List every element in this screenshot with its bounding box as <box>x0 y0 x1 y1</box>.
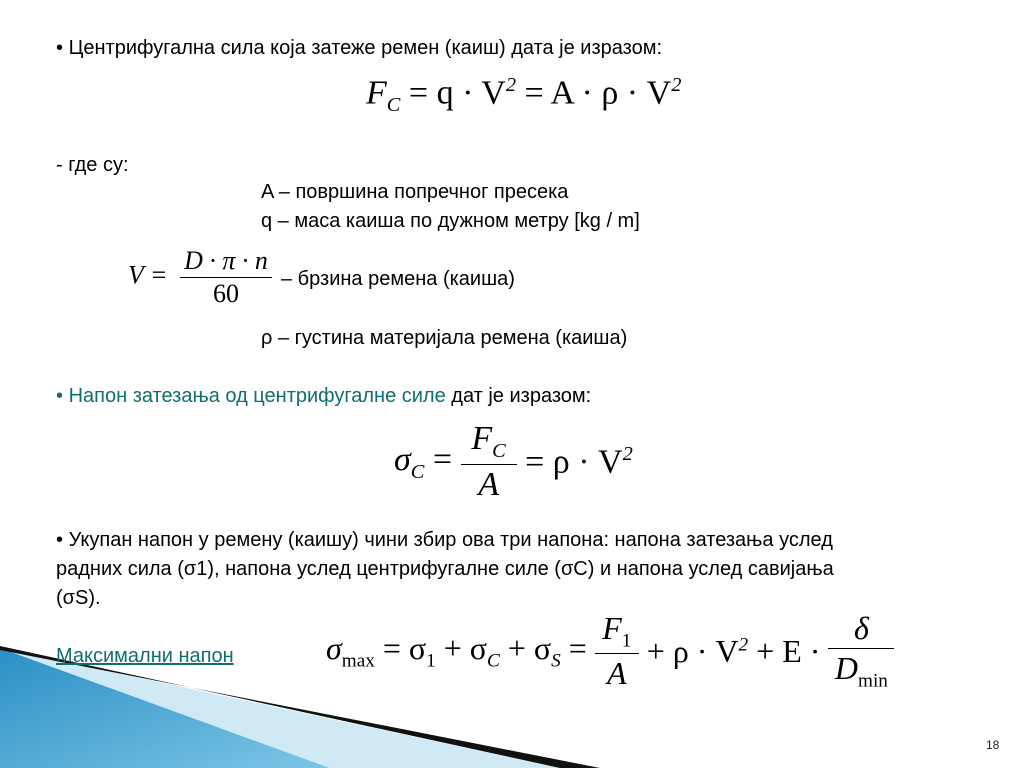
bullet-line-centrifugal-force <box>56 36 662 60</box>
definition-rho: ρ – густина материјала ремена (каиша) <box>261 327 628 349</box>
text-total-stress-3: (σS). <box>56 587 101 609</box>
bullet: • <box>56 385 64 407</box>
formula-centrifugal-stress: $\sigma_C$ = $\frac{F_C}{A}$ = $\rho \cdot V^2$ <box>394 420 633 503</box>
definition-V: – брзина ремена (каиша) <box>281 268 515 290</box>
max-stress-link[interactable]: Максимални напон <box>56 645 234 667</box>
text-total-stress-2: радних сила (σ1), напона услед центрифугалне силе (σC) и напона услед савијања <box>56 558 834 580</box>
text-centrifugal-force: Центрифугална сила која затеже ремен (каиш) дата је изразом: <box>68 37 663 59</box>
formula-centrifugal-force: $F_C = q \cdot V^2 = A \cdot \rho \cdot V^2$ <box>366 74 682 117</box>
text-given-by: дат је изразом: <box>445 385 592 407</box>
formula-velocity: V = $\frac{D \cdot \pi \cdot n}{60}$ <box>128 246 272 309</box>
definition-q: q – маса каиша по дужном метру [kg / m] <box>261 210 640 232</box>
where-label: - где су: <box>56 154 129 176</box>
formula-max-stress: $\sigma_{max} = \sigma_1 + \sigma_C + \sigma_S$ = $\frac{F_1}{A}$ + $\rho \cdot V^2 + E$ · $\frac{\delta}{D_{min}}$ <box>326 610 894 692</box>
bullet: • <box>56 37 64 59</box>
definition-A: A – површина попречног пресека <box>261 181 569 203</box>
bullet: • <box>56 529 64 551</box>
page-number: 18 <box>986 738 1000 752</box>
bullet-line-total-stress <box>56 528 833 552</box>
text-tension-stress: Напон затезања од центрифугалне силе <box>68 385 446 407</box>
text-total-stress-1: Укупан напон у ремену (каишу) чини збир ова три напона: напона затезања услед <box>68 529 833 551</box>
bullet-line-tension-stress <box>56 384 591 408</box>
